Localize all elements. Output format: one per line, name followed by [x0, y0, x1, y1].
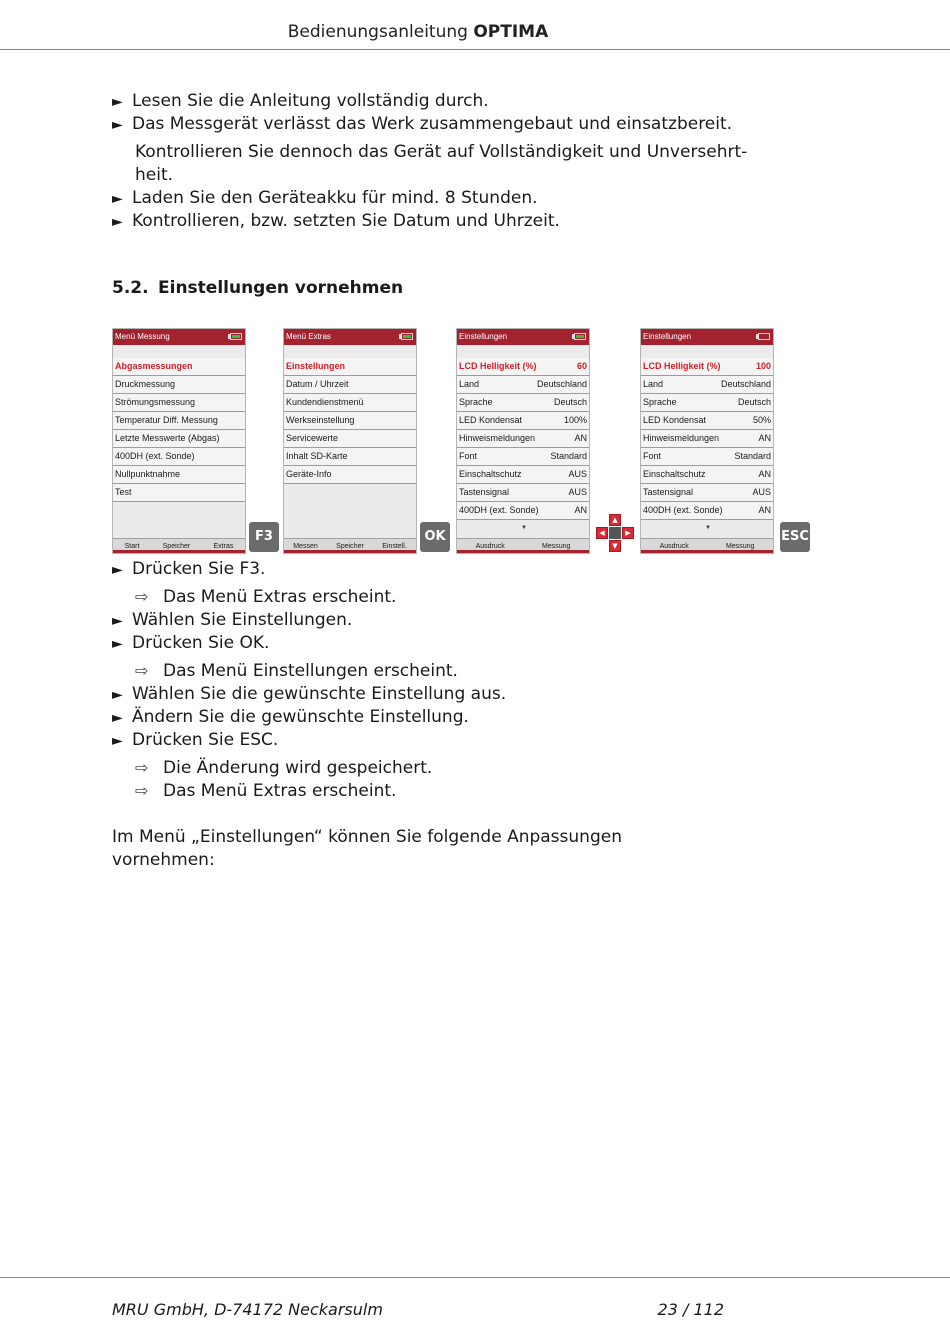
setting-row[interactable]: Einschaltschutz AUS	[457, 466, 589, 484]
setting-row[interactable]: LCD Helligkeit (%) 100	[641, 358, 773, 376]
result-arrow-icon: ⇨	[135, 661, 149, 680]
setting-row[interactable]: Sprache Deutsch	[457, 394, 589, 412]
f3-key-icon[interactable]: F3	[249, 522, 279, 552]
menu-item[interactable]: 400DH (ext. Sonde)	[113, 448, 245, 466]
softkey-bar	[457, 538, 589, 553]
closing-paragraph-line2: vornehmen:	[112, 850, 215, 870]
setting-row[interactable]: 400DH (ext. Sonde) AN	[457, 502, 589, 520]
step-charge-battery: ► Laden Sie den Geräteakku für mind. 8 Stunden.	[112, 188, 538, 208]
instruction-result: ⇨ Die Änderung wird gespeichert.	[135, 758, 433, 778]
section-title: Einstellungen vornehmen	[158, 278, 404, 298]
menu-item[interactable]: Servicewerte	[284, 430, 416, 448]
bullet-arrow-icon: ►	[112, 117, 123, 133]
softkey-messen[interactable]: Messen	[293, 542, 318, 550]
header-rule	[0, 49, 950, 50]
battery-icon	[230, 333, 242, 340]
bullet-arrow-icon: ►	[112, 214, 123, 230]
arrow-up-icon[interactable]: ▲	[609, 514, 621, 526]
menu-item[interactable]: Werkseinstellung	[284, 412, 416, 430]
bullet-arrow-icon: ►	[112, 687, 123, 703]
instruction-result: ⇨ Das Menü Extras erscheint.	[135, 781, 397, 801]
instruction-step: ► Drücken Sie F3.	[112, 559, 266, 579]
section-number: 5.2.	[112, 278, 149, 298]
setting-row[interactable]: Tastensignal AUS	[457, 484, 589, 502]
softkey-messung[interactable]: Messung	[725, 542, 755, 550]
screen-einstellungen-before	[456, 328, 590, 554]
result-arrow-icon: ⇨	[135, 758, 149, 777]
bullet-arrow-icon: ►	[112, 636, 123, 652]
setting-row[interactable]: Hinweismeldungen AN	[457, 430, 589, 448]
instruction-step: ► Wählen Sie Einstellungen.	[112, 610, 353, 630]
menu-item[interactable]: Datum / Uhrzeit	[284, 376, 416, 394]
battery-icon	[758, 333, 770, 340]
menu-item[interactable]: Test	[113, 484, 245, 502]
menu-item[interactable]: Letzte Messwerte (Abgas)	[113, 430, 245, 448]
screen-title: Menü Extras	[284, 329, 416, 345]
instruction-step: ► Wählen Sie die gewünschte Einstellung aus.	[112, 684, 507, 704]
setting-row[interactable]: Land Deutschland	[641, 376, 773, 394]
setting-row[interactable]: LED Kondensat 100%	[457, 412, 589, 430]
setting-row[interactable]: LCD Helligkeit (%) 60	[457, 358, 589, 376]
scroll-down-icon: ▼	[705, 525, 711, 531]
menu-item[interactable]: Kundendienstmenü	[284, 394, 416, 412]
softkey-bar	[641, 538, 773, 553]
menu-item[interactable]: Abgasmessungen	[113, 358, 245, 376]
softkey-ausdruck[interactable]: Ausdruck	[659, 542, 689, 550]
footer-company: MRU GmbH, D-74172 Neckarsulm	[112, 1300, 383, 1319]
setting-row[interactable]: Font Standard	[641, 448, 773, 466]
setting-row[interactable]: LED Kondensat 50%	[641, 412, 773, 430]
document-header	[0, 22, 836, 42]
setting-row[interactable]: Sprache Deutsch	[641, 394, 773, 412]
screen-title: Einstellungen	[641, 329, 773, 345]
bullet-arrow-icon: ►	[112, 94, 123, 110]
setting-row[interactable]: Einschaltschutz AN	[641, 466, 773, 484]
esc-key-icon[interactable]: ESC	[780, 522, 810, 552]
softkey-speicher[interactable]: Speicher	[336, 542, 364, 550]
instruction-step: ► Drücken Sie OK.	[112, 633, 270, 653]
bullet-arrow-icon: ►	[112, 562, 123, 578]
arrow-keys-icon[interactable]	[596, 514, 634, 552]
menu-item[interactable]: Temperatur Diff. Messung	[113, 412, 245, 430]
screen-title: Menü Messung	[113, 329, 245, 345]
setting-row[interactable]: 400DH (ext. Sonde) AN	[641, 502, 773, 520]
step-read-manual: ► Lesen Sie die Anleitung vollständig durch.	[112, 91, 489, 111]
menu-item[interactable]: Strömungsmessung	[113, 394, 245, 412]
arrow-down-icon[interactable]: ▼	[609, 540, 621, 552]
battery-icon	[401, 333, 413, 340]
softkey-messung[interactable]: Messung	[541, 542, 571, 550]
softkey-bar	[284, 538, 416, 553]
bullet-arrow-icon: ►	[112, 191, 123, 207]
step-device-ready: ► Das Messgerät verlässt das Werk zusammengebaut und einsatzbereit.	[112, 114, 733, 134]
step-set-date: ► Kontrollieren, bzw. setzten Sie Datum und Uhrzeit.	[112, 211, 560, 231]
arrow-left-icon[interactable]: ◀	[596, 527, 608, 539]
result-arrow-icon: ⇨	[135, 587, 149, 606]
menu-item[interactable]: Druckmessung	[113, 376, 245, 394]
screen-menu-messung	[112, 328, 246, 554]
menu-item[interactable]: Nullpunktnahme	[113, 466, 245, 484]
footer-rule	[0, 1277, 950, 1278]
header-brand: OPTIMA	[473, 22, 549, 42]
menu-item[interactable]: Einstellungen	[284, 358, 416, 376]
setting-row[interactable]: Font Standard	[457, 448, 589, 466]
footer-page-number: 23 / 112	[657, 1300, 724, 1319]
softkey-ausdruck[interactable]: Ausdruck	[475, 542, 505, 550]
scroll-down-icon: ▼	[521, 525, 527, 531]
softkey-bar	[113, 538, 245, 553]
softkey-einstell[interactable]: Einstell.	[382, 542, 407, 550]
page-footer	[112, 1300, 724, 1319]
instruction-step: ► Ändern Sie die gewünschte Einstellung.	[112, 707, 469, 727]
instruction-result: ⇨ Das Menü Extras erscheint.	[135, 587, 397, 607]
setting-row[interactable]: Tastensignal AUS	[641, 484, 773, 502]
screen-menu-extras	[283, 328, 417, 554]
instruction-step: ► Drücken Sie ESC.	[112, 730, 279, 750]
closing-paragraph-line1: Im Menü „Einstellungen“ können Sie folgende Anpassungen	[112, 827, 622, 847]
result-arrow-icon: ⇨	[135, 781, 149, 800]
note-check-device: Kontrollieren Sie dennoch das Gerät auf Vollständigkeit und Unversehrt-	[135, 142, 748, 162]
ok-key-icon[interactable]: OK	[420, 522, 450, 552]
screen-title: Einstellungen	[457, 329, 589, 345]
softkey-extras[interactable]: Extras	[213, 542, 234, 550]
header-title-prefix: Bedienungsanleitung	[287, 22, 474, 42]
menu-item[interactable]: Inhalt SD-Karte	[284, 448, 416, 466]
battery-icon	[574, 333, 586, 340]
softkey-start[interactable]: Start	[124, 542, 140, 550]
note-check-device-cont: heit.	[135, 165, 174, 185]
arrow-right-icon[interactable]: ▶	[622, 527, 634, 539]
instruction-result: ⇨ Das Menü Einstellungen erscheint.	[135, 661, 458, 681]
setting-row[interactable]: Hinweismeldungen AN	[641, 430, 773, 448]
screen-einstellungen-after	[640, 328, 774, 554]
bullet-arrow-icon: ►	[112, 710, 123, 726]
menu-item[interactable]: Geräte-Info	[284, 466, 416, 484]
bullet-arrow-icon: ►	[112, 733, 123, 749]
bullet-arrow-icon: ►	[112, 613, 123, 629]
setting-row[interactable]: Land Deutschland	[457, 376, 589, 394]
section-heading	[112, 278, 403, 298]
softkey-speicher[interactable]: Speicher	[162, 542, 191, 550]
